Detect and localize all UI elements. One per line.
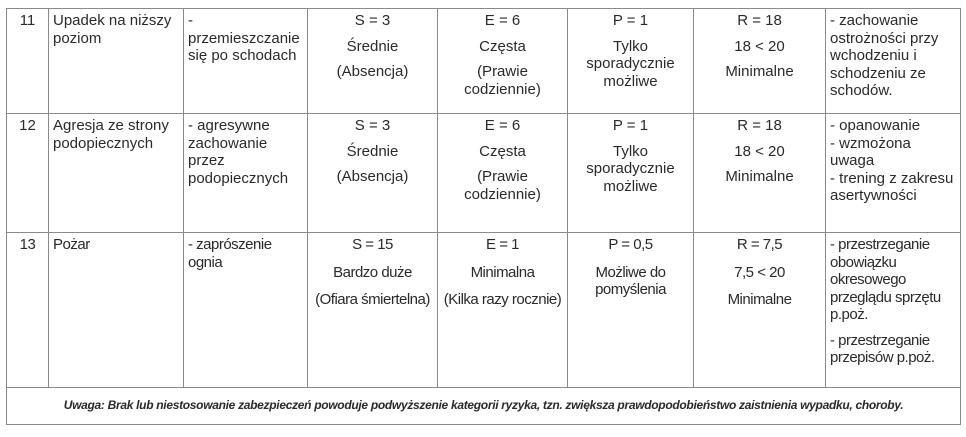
note-text: Uwaga: Brak lub niestosowanie zabezpieczeń powoduje podwyższenie kategorii ryzyka, tzn. zwiększa prawdopodobieństwo zaistnienia wypadku, choroby. <box>7 388 961 425</box>
probability-cell: P = 1 Tylko sporadycznie możliwe <box>568 9 694 114</box>
hazard-cell: Agresja ze strony podopiecznych <box>49 114 184 233</box>
exposure-cell: E = 1 Minimalna (Kilka razy rocznie) <box>438 233 568 388</box>
table-row <box>7 233 961 388</box>
note-row <box>7 388 961 425</box>
severity-cell: S = 15 Bardzo duże (Ofiara śmiertelna) <box>308 233 438 388</box>
probability-cell: P = 1 Tylko sporadycznie możliwe <box>568 114 694 233</box>
row-number: 12 <box>7 114 49 233</box>
severity-cell: S = 3 Średnie (Absencja) <box>308 114 438 233</box>
hazard-cell: Pożar <box>49 233 184 388</box>
hazard-cell: Upadek na niższy poziom <box>49 9 184 114</box>
exposure-cell: E = 6 Częsta (Prawie codziennie) <box>438 9 568 114</box>
table-row <box>7 114 961 233</box>
row-number: 11 <box>7 9 49 114</box>
source-cell: - agresywne zachowanie przez podopiecznych <box>184 114 308 233</box>
severity-cell: S = 3 Średnie (Absencja) <box>308 9 438 114</box>
exposure-cell: E = 6 Częsta (Prawie codziennie) <box>438 114 568 233</box>
probability-cell: P = 0,5 Możliwe do pomyślenia <box>568 233 694 388</box>
risk-cell: R = 18 18 < 20 Minimalne <box>694 114 826 233</box>
measures-cell: - przestrzeganie obowiązku okresowego przeglądu sprzętu p.poż. - przestrzeganie przepisów p.poż. <box>826 233 961 388</box>
table-row <box>7 9 961 114</box>
risk-assessment-table <box>6 8 961 425</box>
measures-cell: - zachowanie ostrożności przy wchodzeniu i schodzeniu ze schodów. <box>826 9 961 114</box>
risk-cell: R = 7,5 7,5 < 20 Minimalne <box>694 233 826 388</box>
source-cell: - przemieszczanie się po schodach <box>184 9 308 114</box>
risk-cell: R = 18 18 < 20 Minimalne <box>694 9 826 114</box>
row-number: 13 <box>7 233 49 388</box>
measures-cell: - opanowanie - wzmożona uwaga - trening z zakresu asertywności <box>826 114 961 233</box>
source-cell: - zaprószenie ognia <box>184 233 308 388</box>
